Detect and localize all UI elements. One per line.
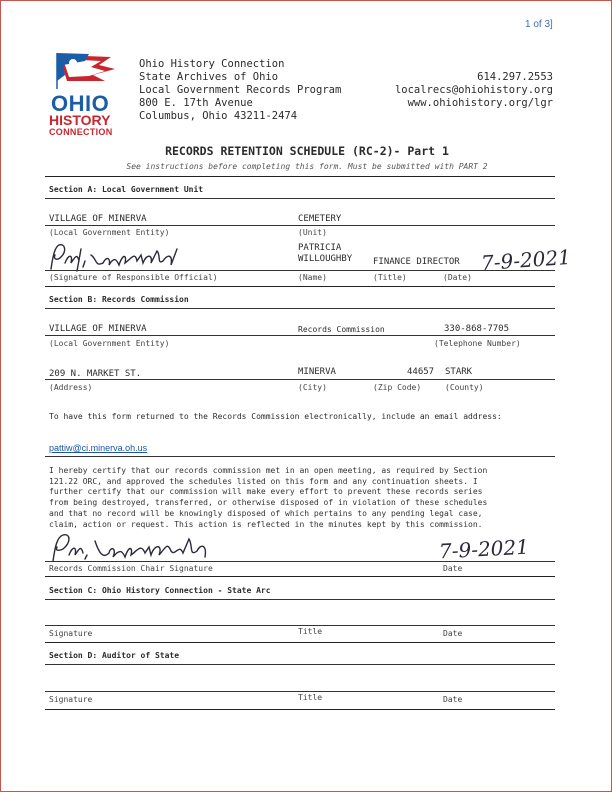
section-b-zip-label: (Zip Code): [373, 383, 422, 392]
section-d-title-label: Title: [298, 693, 323, 702]
phone-text: 614.297.2553: [477, 71, 553, 83]
logo-history-text: HISTORY: [49, 112, 111, 128]
field-line: [45, 270, 555, 271]
form-instructions: See instructions before completing this form. Must be submitted with PART 2: [126, 162, 488, 171]
logo-connection-text: CONNECTION: [49, 127, 113, 137]
section-a-title-label: (Title): [373, 273, 407, 282]
page-number: 1 of 3]: [525, 19, 553, 30]
field-line: [45, 456, 555, 457]
section-b-entity-label: (Local Government Entity): [49, 339, 170, 348]
section-b-city-value: MINERVA: [298, 367, 336, 377]
certification-line: further certify that our commission will make every effort to prevent these records series: [49, 487, 483, 497]
field-line: [45, 379, 555, 380]
website-link[interactable]: www.ohiohistory.org/lgr: [407, 97, 553, 109]
section-a-title-value: FINANCE DIRECTOR: [373, 257, 460, 267]
ohio-history-connection-logo: [49, 51, 134, 141]
section-b-phone-label: (Telephone Number): [434, 339, 521, 348]
section-b-date-value: 7-9-2021: [438, 534, 530, 564]
section-c-date-label: Date: [443, 629, 463, 638]
section-d-date-label: Date: [443, 695, 463, 704]
section-b-entity-value: VILLAGE OF MINERVA: [49, 324, 147, 334]
header-contact: [395, 71, 553, 110]
section-a-date-value: 7-9-2021: [480, 244, 572, 276]
divider: [45, 664, 555, 665]
chair-signature-label: Records Commission Chair Signature: [49, 564, 213, 573]
divider: [45, 642, 555, 643]
divider: [45, 198, 555, 199]
section-a-name-label: (Name): [298, 273, 327, 282]
section-b-email-value[interactable]: pattiw@ci.minerva.oh.us: [49, 443, 148, 453]
section-d-signature-label: Signature: [49, 695, 93, 704]
section-c-signature-label: Signature: [49, 629, 93, 638]
certification-line: I hereby certify that our records commission met in an open meeting, as required by Section: [49, 466, 488, 475]
certification-text: [49, 466, 487, 530]
section-a-entity-label: (Local Government Entity): [49, 228, 170, 237]
section-a-unit-label: (Unit): [298, 228, 327, 237]
section-c-title-label: Title: [298, 627, 323, 636]
section-b-phone-value: 330-868-7705: [444, 324, 510, 334]
field-line: [45, 335, 555, 336]
header-address-line: State Archives of Ohio: [139, 71, 279, 83]
section-b-email-prompt: To have this form returned to the Records Commission electronically, include an email address:: [49, 412, 502, 421]
section-b-county-value: STARK: [445, 367, 473, 377]
field-line: [45, 225, 555, 226]
section-a-heading: Section A: Local Government Unit: [49, 185, 204, 194]
divider: [45, 576, 555, 577]
section-b-county-label: (County): [445, 383, 484, 392]
header-address: [139, 58, 341, 123]
field-line: [45, 691, 555, 692]
section-b-address-value: 209 N. MARKET ST.: [49, 369, 142, 379]
certification-line: from being destroyed, transferred, or otherwise disposed of in violation of these schedules: [49, 498, 488, 508]
header-address-line: Ohio History Connection: [139, 58, 285, 70]
divider: [45, 599, 555, 600]
section-a-unit-value: CEMETERY: [298, 214, 342, 224]
divider: [45, 308, 555, 309]
section-a-entity-value: VILLAGE OF MINERVA: [49, 214, 147, 224]
section-a-signature-label: (Signature of Responsible Official): [49, 273, 218, 282]
field-line: [45, 625, 555, 626]
section-b-zip-value: 44657: [407, 367, 435, 377]
form-title: RECORDS RETENTION SCHEDULE (RC-2)- Part 1: [165, 144, 449, 158]
header-address-line: 800 E. 17th Avenue: [139, 97, 253, 109]
logo-ohio-text: OHIO: [51, 91, 110, 116]
section-d-heading: Section D: Auditor of State: [49, 651, 180, 660]
section-a-date-label: (Date): [443, 273, 472, 282]
section-b-address-label: (Address): [49, 383, 93, 392]
section-c-heading: Section C: Ohio History Connection - State Arc: [49, 586, 271, 595]
divider: [45, 709, 555, 710]
section-b-city-label: (City): [298, 383, 327, 392]
divider: [45, 286, 555, 287]
header-address-line: Columbus, Ohio 43211-2474: [139, 110, 298, 122]
certification-line: and that no record will be knowingly disposed of which pertains to any pending legal case,: [49, 508, 483, 518]
section-b-commission-text: Records Commission: [298, 325, 385, 334]
section-a-name-value: PATRICIA WILLOUGHBY: [298, 243, 353, 264]
divider: [45, 176, 555, 177]
section-b-date-label: Date: [443, 564, 463, 573]
section-b-heading: Section B: Records Commission: [49, 295, 189, 304]
certification-line: claim, action or request. This action is reflected in the minutes kept by this commission.: [49, 519, 483, 529]
field-line: [45, 561, 555, 562]
flag-icon: [49, 51, 134, 91]
header-address-line: Local Government Records Program: [139, 84, 342, 96]
certification-line: 121.22 ORC, and approved the schedules listed on this form and any continuation sheets. I: [49, 476, 478, 486]
email-link[interactable]: localrecs@ohiohistory.org: [394, 84, 553, 96]
